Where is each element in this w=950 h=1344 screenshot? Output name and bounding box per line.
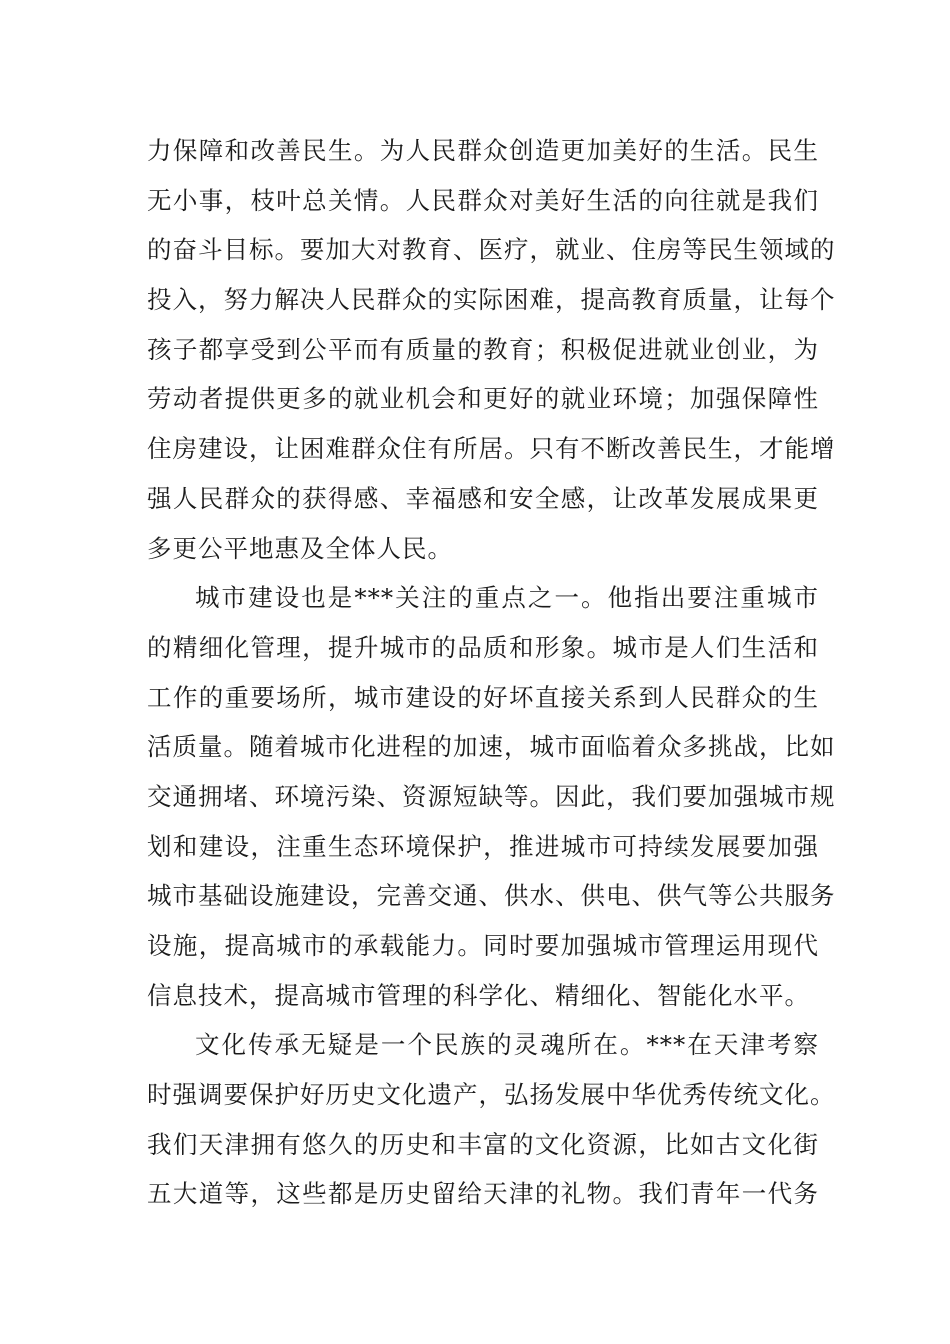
text-line: 设施，提高城市的承载能力。同时要加强城市管理运用现代 bbox=[147, 931, 819, 960]
text-line: 城市基础设施建设，完善交通、供水、供电、供气等公共服务 bbox=[147, 881, 836, 911]
text-line: 活质量。随着城市化进程的加速，城市面临着众多挑战，比如 bbox=[147, 732, 836, 762]
text-line: 五大道等，这些都是历史留给天津的礼物。我们青年一代务 bbox=[147, 1179, 819, 1209]
text-line: 工作的重要场所，城市建设的好坏直接关系到人民群众的生 bbox=[147, 682, 819, 712]
paragraph-urban-construction bbox=[147, 573, 836, 1020]
text-line: 信息技术，提高城市管理的科学化、精细化、智能化水平。 bbox=[147, 980, 810, 1010]
text-line: 文化传承无疑是一个民族的灵魂所在。***在天津考察 bbox=[195, 1030, 819, 1060]
text-line: 住房建设，让困难群众住有所居。只有不断改善民生，才能增 bbox=[147, 434, 836, 464]
paragraph-cultural-heritage bbox=[147, 1020, 836, 1219]
text-line: 强人民群众的获得感、幸福感和安全感，让改革发展成果更 bbox=[147, 483, 819, 513]
text-line: 孩子都享受到公平而有质量的教育；积极促进就业创业，为 bbox=[147, 334, 819, 364]
text-line: 力保障和改善民生。为人民群众创造更加美好的生活。民生 bbox=[147, 136, 819, 165]
text-line: 交通拥堵、环境污染、资源短缺等。因此，我们要加强城市规 bbox=[147, 781, 836, 811]
document-body bbox=[147, 126, 836, 1219]
text-line: 投入，努力解决人民群众的实际困难，提高教育质量，让每个 bbox=[147, 285, 836, 315]
text-line: 我们天津拥有悠久的历史和丰富的文化资源，比如古文化街 bbox=[147, 1129, 819, 1159]
text-line: 多更公平地惠及全体人民。 bbox=[147, 533, 453, 563]
text-line: 的奋斗目标。要加大对教育、医疗，就业、住房等民生领域的 bbox=[147, 235, 836, 265]
text-line: 劳动者提供更多的就业机会和更好的就业环境；加强保障性 bbox=[147, 384, 819, 414]
text-line: 城市建设也是***关注的重点之一。他指出要注重城市 bbox=[195, 583, 819, 613]
text-line: 无小事，枝叶总关情。人民群众对美好生活的向往就是我们 bbox=[147, 185, 819, 215]
text-line: 划和建设，注重生态环境保护，推进城市可持续发展要加强 bbox=[147, 831, 819, 861]
paragraph-livelihood bbox=[147, 126, 836, 573]
text-line: 的精细化管理，提升城市的品质和形象。城市是人们生活和 bbox=[147, 632, 819, 662]
text-line: 时强调要保护好历史文化遗产，弘扬发展中华优秀传统文化。 bbox=[147, 1080, 836, 1110]
